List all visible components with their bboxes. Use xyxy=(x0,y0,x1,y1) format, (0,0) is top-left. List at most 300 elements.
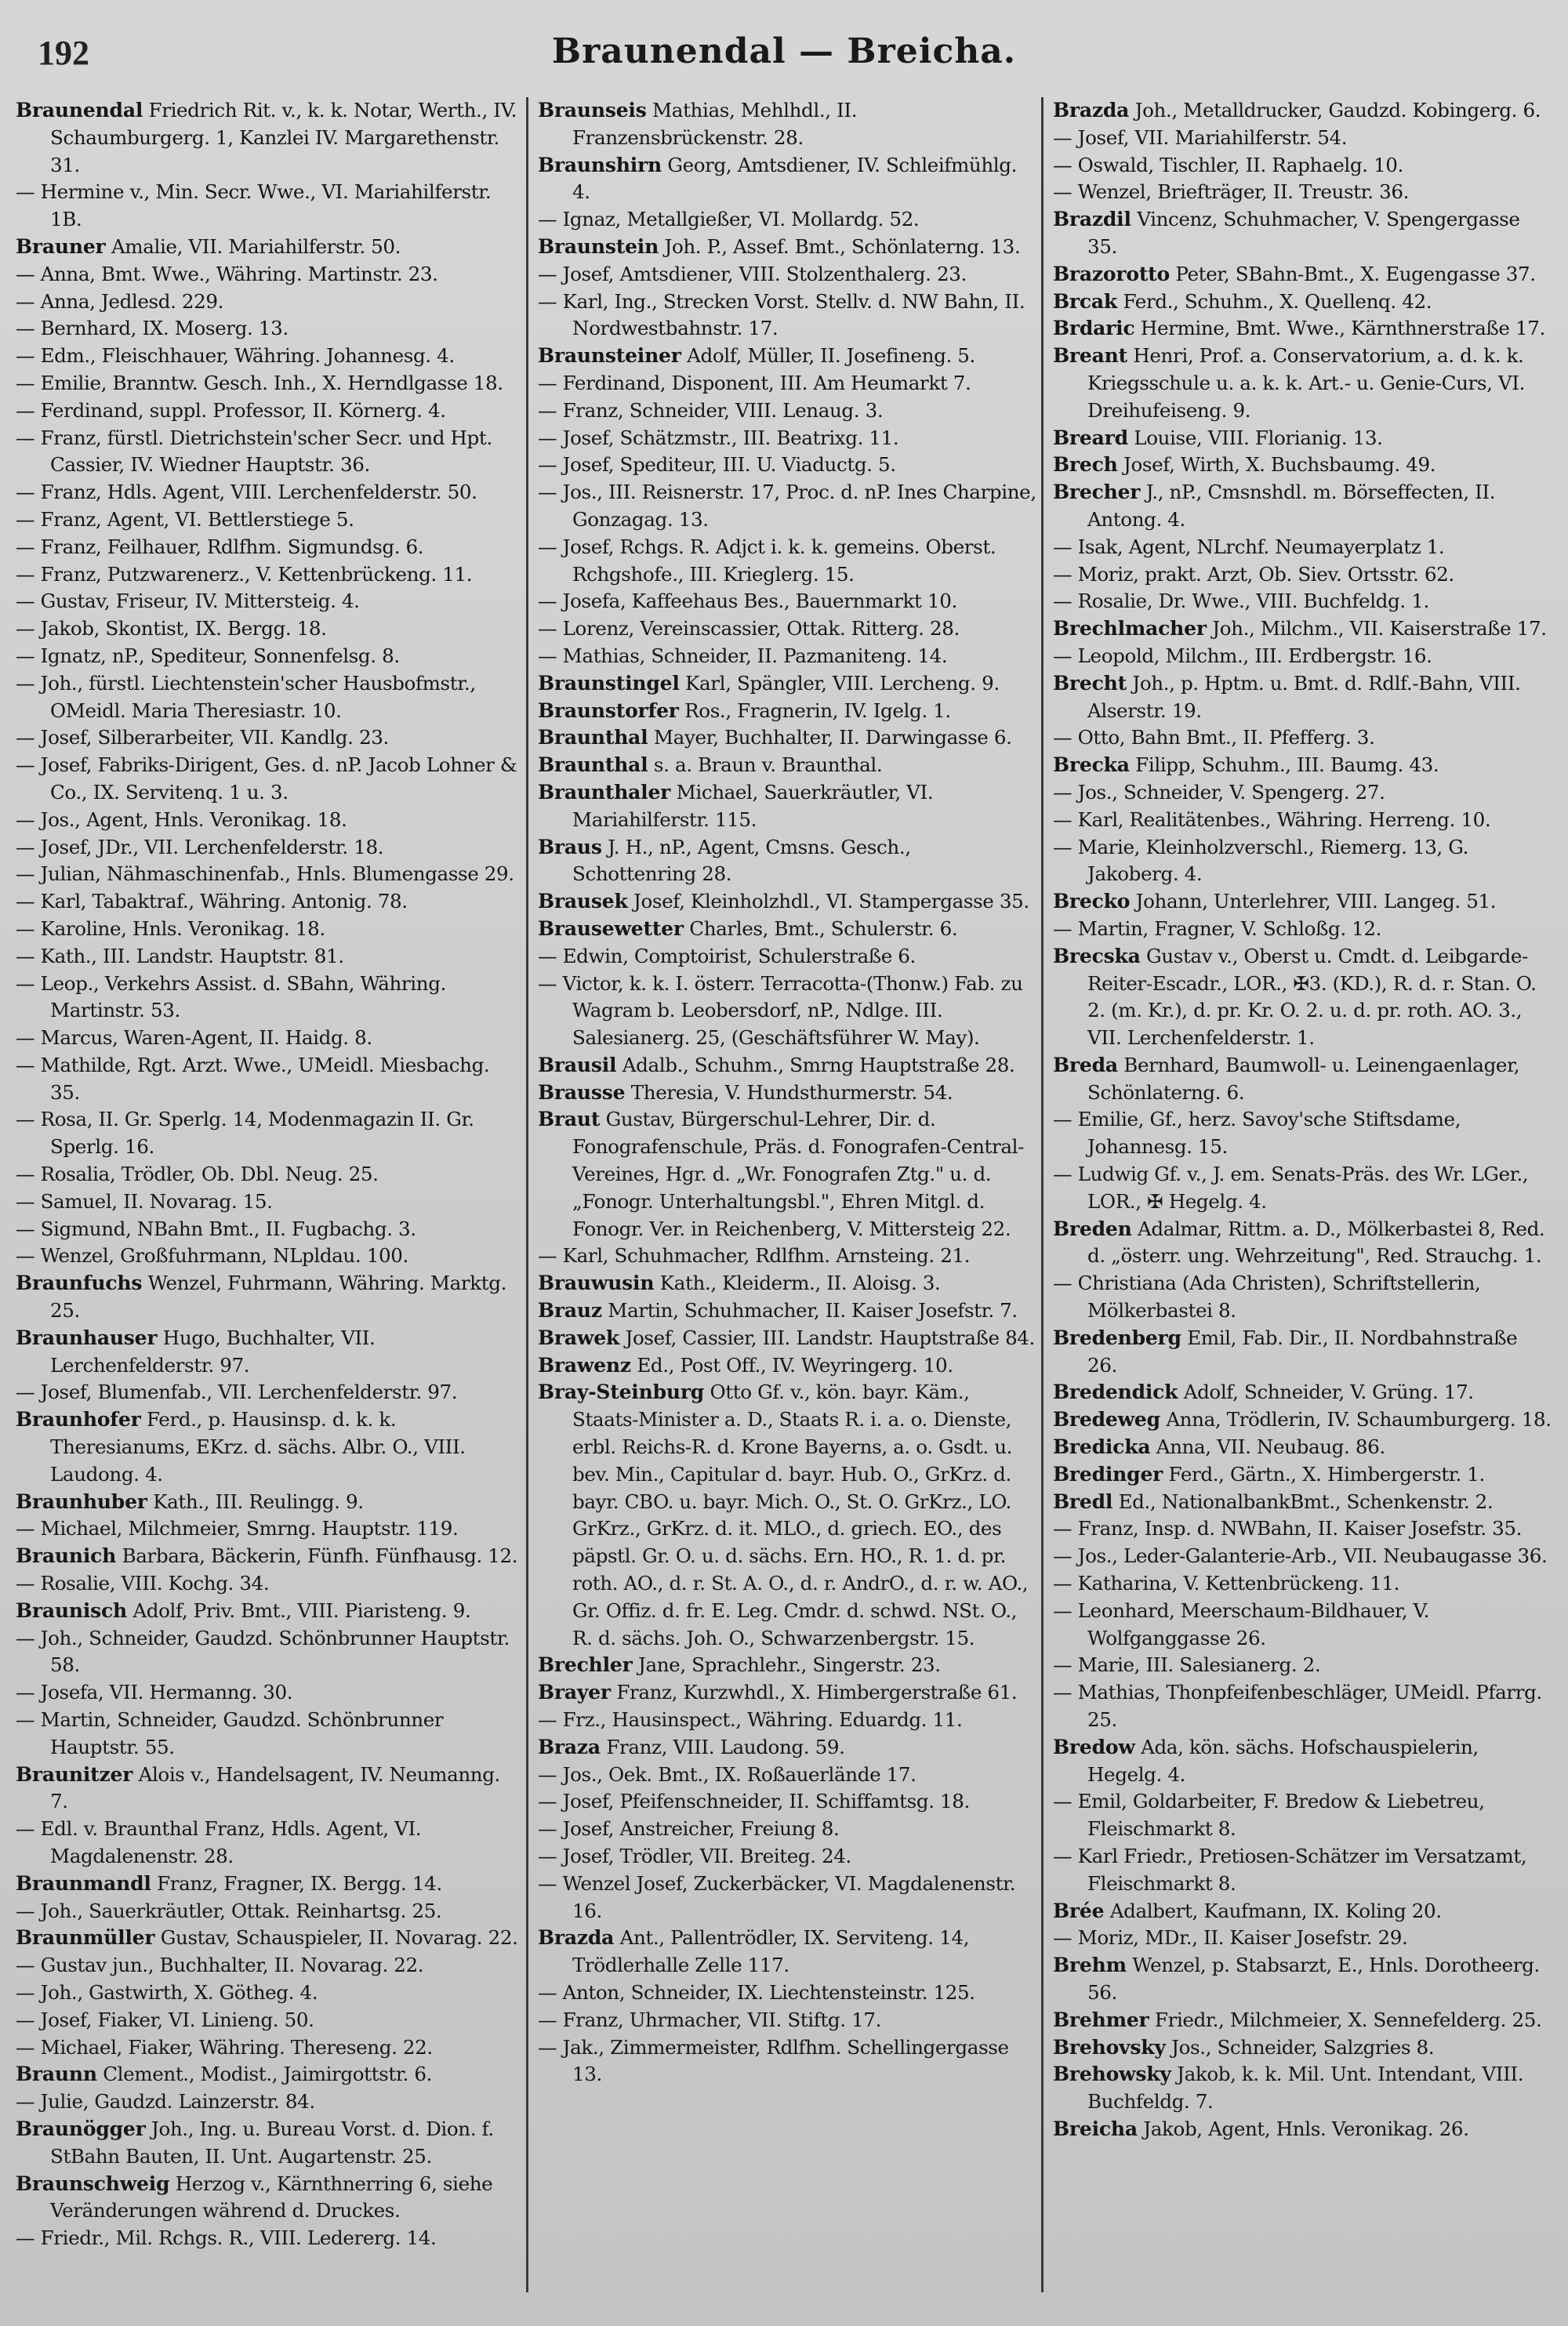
directory-entry xyxy=(1053,1952,1552,2007)
directory-entry xyxy=(1053,206,1552,261)
entry-text: — Ignaz, Metallgießer, VI. Mollardg. 52. xyxy=(538,208,920,231)
entry-text: — Leopold, Milchm., III. Erdbergstr. 16. xyxy=(1053,644,1432,667)
entry-text: Joh., Ing. u. Bureau Vorst. d. Dion. f. StBahn Bauten, II. Unt. Augartenstr. 25. xyxy=(50,2117,494,2168)
entry-text: Gustav, Bürgerschul-Lehrer, Dir. d. Fonografenschule, Präs. d. Fonografen-Central-Vereines, Hgr. d. „Wr. Fonografen Ztg." u. d. „Fonogr. Unterhaltungsbl.", Ehren Mitgl. d. Fonogr. Ver. in Reichenberg, V. Mittersteig 22. xyxy=(572,1108,1024,1240)
entry-text: — Josef, Pfeifenschneider, II. Schiffamtsg. 18. xyxy=(538,1790,970,1813)
entry-text: — Josef, VII. Mariahilferstr. 54. xyxy=(1053,125,1348,149)
directory-entry xyxy=(16,1106,521,1161)
directory-entry xyxy=(1053,1106,1552,1161)
directory-entry xyxy=(16,2088,521,2116)
entry-text: Amalie, VII. Mariahilferstr. 50. xyxy=(105,234,401,258)
entry-text: — Josefa, VII. Hermanng. 30. xyxy=(16,1681,293,1704)
entry-surname: Brecher xyxy=(1053,481,1141,504)
entry-text: — Mathias, Thonpfeifenbeschläger, UMeidl. Pfarrg. 25. xyxy=(1053,1681,1542,1732)
entry-text: — Anna, Bmt. Wwe., Währing. Martinstr. 23. xyxy=(16,262,438,285)
entry-text: — Kath., III. Landstr. Hauptstr. 81. xyxy=(16,944,344,967)
entry-text: — Josef, Trödler, VII. Breiteg. 24. xyxy=(538,1845,851,1867)
entry-text: — Josef, Spediteur, III. U. Viaductg. 5. xyxy=(538,453,896,477)
directory-entry xyxy=(1053,343,1552,424)
entry-text: — Christiana (Ada Christen), Schriftstellerin, Mölkerbastei 8. xyxy=(1053,1272,1481,1323)
directory-entry xyxy=(16,1979,521,2007)
entry-text: — Josef, Silberarbeiter, VII. Kandlg. 23. xyxy=(16,726,389,749)
entry-text: Otto Gf. v., kön. bayr. Käm., Staats-Minister a. D., Staats R. i. a. o. Dienste, erbl. Reichs-R. d. Krone Bayerns, a. o. Gsdt. u. bev. Min., Capitular d. bayr. Hub. O., GrKrz. d. bayr. CBO. u. bayr. Mich. O., St. O. GrKrz., LO. GrKrz., GrKrz. d. it. MLO., d. griech. EO., des päpstl. Gr. O. u. d. sächs. Ern. HO., R. 1. d. pr. roth. AO., d. r. St. A. O., d. r. AndrO., d. r. w. AO., Gr. Offiz. d. fr. E. Leg. Cmdr. d. schwd. NSt. O., R. d. sächs. Joh. O., Schwarzenbergstr. 15. xyxy=(572,1381,1029,1649)
entry-surname: Breant xyxy=(1053,344,1127,368)
entry-text: — Rosalia, Trödler, Ob. Dbl. Neug. 25. xyxy=(16,1163,379,1186)
entry-surname: Brecko xyxy=(1053,890,1131,913)
directory-entry xyxy=(16,506,521,534)
entry-text: — Moriz, MDr., II. Kaiser Josefstr. 29. xyxy=(1053,1926,1408,1950)
entry-surname: Bredicka xyxy=(1053,1435,1151,1459)
entry-surname: Brehowsky xyxy=(1053,2063,1171,2086)
entry-text: Adolf, Schneider, V. Grüng. 17. xyxy=(1178,1381,1474,1404)
entry-text: — Emilie, Branntw. Gesch. Inh., X. Herndlgasse 18. xyxy=(16,371,503,394)
directory-entry xyxy=(16,2225,521,2252)
directory-entry xyxy=(538,234,1036,261)
entry-text: Karl, Spängler, VIII. Lercheng. 9. xyxy=(679,671,1000,695)
entry-surname: Braunfuchs xyxy=(16,1272,143,1295)
entry-surname: Braus xyxy=(538,835,602,858)
entry-text: — Julie, Gaudzd. Lainzerstr. 84. xyxy=(16,2090,315,2114)
directory-entry xyxy=(1053,2061,1552,2116)
entry-text: Theresia, V. Hundsthurmerstr. 54. xyxy=(625,1080,953,1104)
directory-entry xyxy=(538,1734,1036,1762)
directory-entry xyxy=(538,2034,1036,2089)
entry-text: — Marie, III. Salesianerg. 2. xyxy=(1053,1653,1321,1677)
entry-text: — Karl, Ing., Strecken Vorst. Stellv. d. NW Bahn, II. Nordwestbahnstr. 17. xyxy=(538,289,1025,340)
entry-text: — Samuel, II. Novarag. 15. xyxy=(16,1189,273,1213)
directory-entry xyxy=(16,1543,521,1570)
directory-entry xyxy=(538,1297,1036,1325)
directory-entry xyxy=(16,752,521,807)
entry-surname: Brcak xyxy=(1053,289,1118,313)
directory-entry xyxy=(538,370,1036,397)
directory-entry xyxy=(1053,1406,1552,1434)
directory-entry xyxy=(538,834,1036,889)
directory-entry xyxy=(1053,479,1552,534)
entry-surname: Breicha xyxy=(1053,2117,1138,2140)
directory-entry xyxy=(538,752,1036,779)
directory-entry xyxy=(538,152,1036,207)
directory-entry xyxy=(1053,1570,1552,1598)
directory-entry xyxy=(16,861,521,888)
entry-text: Ros., Fragnerin, IV. Igelg. 1. xyxy=(678,699,951,722)
entry-text: Wenzel, p. Stabsarzt, E., Hnls. Dorotheerg. 56. xyxy=(1087,1954,1540,2004)
directory-entry xyxy=(538,779,1036,834)
directory-entry xyxy=(1053,670,1552,725)
directory-entry xyxy=(16,1216,521,1243)
directory-entry xyxy=(1053,916,1552,943)
entry-text: — Moriz, prakt. Arzt, Ob. Siev. Ortsstr. 62. xyxy=(1053,562,1454,586)
directory-entry xyxy=(538,397,1036,425)
entry-text: Ant., Pallentrödler, IX. Serviteng. 14, Trödlerhalle Zelle 117. xyxy=(572,1926,970,1977)
directory-entry xyxy=(16,1871,521,1898)
directory-entry xyxy=(1053,125,1552,152)
directory-entry xyxy=(1053,1270,1552,1325)
entry-surname: Braunendal xyxy=(16,99,143,122)
directory-entry xyxy=(16,1515,521,1543)
entry-surname: Brazorotto xyxy=(1053,262,1170,285)
directory-entry xyxy=(16,1598,521,1625)
directory-entry xyxy=(1053,752,1552,779)
entry-text: Adolf, Müller, II. Josefineng. 5. xyxy=(681,344,975,368)
directory-entry xyxy=(16,1925,521,1952)
directory-entry xyxy=(1053,315,1552,343)
directory-entry xyxy=(16,1489,521,1516)
entry-text: — Ignatz, nP., Spediteur, Sonnenfelsg. 8. xyxy=(16,644,400,667)
directory-entry xyxy=(16,971,521,1025)
directory-entry xyxy=(16,1325,521,1380)
entry-surname: Braunögger xyxy=(16,2117,146,2140)
directory-entry xyxy=(538,2007,1036,2034)
directory-entry xyxy=(16,2034,521,2062)
entry-text: Adolf, Priv. Bmt., VIII. Piaristeng. 9. xyxy=(127,1598,471,1622)
entry-text: — Mathilde, Rgt. Arzt. Wwe., UMeidl. Miesbachg. 35. xyxy=(16,1053,490,1104)
entry-surname: Brehovsky xyxy=(1053,2035,1166,2059)
entry-text: Adalb., Schuhm., Smrng Hauptstraße 28. xyxy=(616,1053,1015,1076)
directory-entry xyxy=(1053,534,1552,561)
directory-entry xyxy=(16,1052,521,1107)
entry-text: Friedr., Milchmeier, X. Sennefelderg. 25. xyxy=(1149,2008,1542,2031)
directory-entry xyxy=(16,1161,521,1188)
entry-text: — Jos., Agent, Hnls. Veronikag. 18. xyxy=(16,807,347,831)
entry-text: — Oswald, Tischler, II. Raphaelg. 10. xyxy=(1053,153,1403,176)
entry-text: Peter, SBahn-Bmt., X. Eugengasse 37. xyxy=(1170,262,1536,285)
directory-entry xyxy=(16,807,521,834)
directory-entry xyxy=(16,1379,521,1406)
entry-text: — Sigmund, NBahn Bmt., II. Fugbachg. 3. xyxy=(16,1217,416,1240)
directory-entry xyxy=(538,1106,1036,1243)
entry-surname: Brech xyxy=(1053,453,1118,477)
entry-text: Ferd., p. Hausinsp. d. k. k. Theresianums, EKrz. d. sächs. Albr. O., VIII. Laudong. 4. xyxy=(50,1408,466,1486)
entry-surname: Breda xyxy=(1053,1053,1118,1076)
directory-entry xyxy=(16,888,521,916)
entry-text: Hugo, Buchhalter, VII. Lerchenfelderstr. 97. xyxy=(50,1326,376,1377)
entry-text: J. H., nP., Agent, Cmsns. Gesch., Schottenring 28. xyxy=(572,835,911,886)
directory-entry xyxy=(1053,1216,1552,1271)
entry-text: Gustav v., Oberst u. Cmdt. d. Leibgarde-Reiter-Escadr., LOR., ✠3. (KD.), R. d. r. Stan. O. 2. (m. Kr.), d. pr. Kr. O. 2. u. d. pr. roth. AO. 3., VII. Lerchenfelderstr. 1. xyxy=(1087,944,1537,1050)
entry-surname: Brehm xyxy=(1053,1954,1127,1977)
entry-surname: Brausse xyxy=(538,1080,626,1104)
columns xyxy=(11,97,1557,2292)
column-2 xyxy=(526,97,1041,2292)
entry-text: — Wenzel, Großfuhrmann, NLpldau. 100. xyxy=(16,1244,408,1268)
column-1 xyxy=(11,97,526,2292)
directory-entry xyxy=(538,643,1036,670)
entry-text: Herzog v., Kärnthnerring 6, siehe Veränderungen während d. Druckes. xyxy=(50,2172,493,2223)
entry-text: Joh. P., Assef. Bmt., Schönlaterng. 13. xyxy=(659,234,1021,258)
entry-text: — Ferdinand, Disponent, III. Am Heumarkt 7. xyxy=(538,371,971,394)
entry-text: — Franz, Insp. d. NWBahn, II. Kaiser Josefstr. 35. xyxy=(1053,1517,1523,1540)
entry-surname: Brawek xyxy=(538,1326,620,1349)
directory-entry xyxy=(1053,2007,1552,2034)
directory-entry xyxy=(1053,1461,1552,1489)
directory-entry xyxy=(16,1025,521,1052)
entry-text: — Franz, fürstl. Dietrichstein'scher Secr. und Hpt. Cassier, IV. Wiedner Hauptstr. 36. xyxy=(16,426,492,477)
page-header xyxy=(11,31,1557,97)
entry-text: — Josef, Fabriks-Dirigent, Ges. d. nP. Jacob Lohner & Co., IX. Servitenq. 1 u. 3. xyxy=(16,753,517,804)
entry-text: — Leop., Verkehrs Assist. d. SBahn, Währing. Martinstr. 53. xyxy=(16,971,446,1022)
entry-text: Alois v., Handelsagent, IV. Neumanng. 7. xyxy=(50,1762,500,1813)
directory-entry xyxy=(1053,943,1552,1052)
directory-entry xyxy=(538,1707,1036,1734)
directory-entry xyxy=(16,1762,521,1816)
entry-text: Jane, Sprachlehr., Singerstr. 23. xyxy=(632,1653,941,1677)
directory-entry xyxy=(538,588,1036,615)
directory-entry xyxy=(16,916,521,943)
entry-surname: Braut xyxy=(538,1108,601,1131)
entry-text: — Karl, Schuhmacher, Rdlfhm. Arnsteing. 21. xyxy=(538,1244,971,1268)
directory-entry xyxy=(16,397,521,425)
entry-text: Adalbert, Kaufmann, IX. Koling 20. xyxy=(1104,1899,1442,1922)
entry-text: — Anton, Schneider, IX. Liechtensteinstr. 125. xyxy=(538,1980,975,2004)
directory-entry xyxy=(1053,1843,1552,1898)
entry-text: — Martin, Schneider, Gaudzd. Schönbrunner Hauptstr. 55. xyxy=(16,1708,444,1758)
entry-surname: Bredl xyxy=(1053,1490,1113,1513)
entry-text: — Friedr., Mil. Rchgs. R., VIII. Ledererg. 14. xyxy=(16,2226,437,2250)
entry-text: — Franz, Uhrmacher, VII. Stiftg. 17. xyxy=(538,2008,881,2031)
entry-surname: Brdaric xyxy=(1053,317,1135,340)
entry-surname: Bray-Steinburg xyxy=(538,1381,705,1404)
directory-entry xyxy=(16,288,521,316)
directory-entry xyxy=(538,1352,1036,1380)
entry-surname: Brechler xyxy=(538,1653,633,1677)
entry-text: Ada, kön. sächs. Hofschauspielerin, Hegelg. 4. xyxy=(1087,1735,1479,1786)
entry-text: Jos., Schneider, Salzgries 8. xyxy=(1165,2035,1435,2059)
directory-entry xyxy=(538,1243,1036,1270)
entry-text: — Michael, Fiaker, Währing. Thereseng. 22. xyxy=(16,2035,433,2059)
entry-text: — Emil, Goldarbeiter, F. Bredow & Liebetreu, Fleischmarkt 8. xyxy=(1053,1790,1485,1841)
entry-text: — Rosalie, VIII. Kochg. 34. xyxy=(16,1572,270,1595)
entry-surname: Braza xyxy=(538,1735,601,1758)
directory-entry xyxy=(16,1679,521,1707)
entry-surname: Brawenz xyxy=(538,1353,631,1377)
entry-surname: Braunstorfer xyxy=(538,699,679,722)
directory-entry xyxy=(1053,1898,1552,1925)
entry-text: — Jak., Zimmermeister, Rdlfhm. Schellingergasse 13. xyxy=(538,2035,1009,2086)
directory-entry xyxy=(1053,834,1552,889)
entry-text: — Julian, Nähmaschinenfab., Hnls. Blumengasse 29. xyxy=(16,862,514,886)
entry-text: — Josef, Amtsdiener, VIII. Stolzenthalerg. 23. xyxy=(538,262,967,285)
entry-surname: Braunhuber xyxy=(16,1490,147,1513)
directory-entry xyxy=(16,1406,521,1488)
entry-text: — Joh., Schneider, Gaudzd. Schönbrunner Hauptstr. 58. xyxy=(16,1626,510,1677)
entry-surname: Braunthal xyxy=(538,753,648,777)
directory-entry xyxy=(1053,1489,1552,1516)
entry-surname: Brazda xyxy=(538,1926,615,1950)
entry-text: Franz, VIII. Laudong. 59. xyxy=(600,1735,845,1758)
entry-text: — Jos., Oek. Bmt., IX. Roßauerlände 17. xyxy=(538,1762,916,1786)
entry-surname: Brazdil xyxy=(1053,208,1131,231)
directory-entry xyxy=(16,315,521,343)
directory-entry xyxy=(16,1898,521,1925)
entry-text: Mayer, Buchhalter, II. Darwingasse 6. xyxy=(648,726,1012,749)
entry-text: — Josef, Blumenfab., VII. Lerchenfelderstr. 97. xyxy=(16,1381,458,1404)
entry-text: Vincenz, Schuhmacher, V. Spengergasse 35. xyxy=(1087,208,1520,258)
directory-entry xyxy=(538,670,1036,698)
entry-text: — Edm., Fleischhauer, Währing. Johannesg. 4. xyxy=(16,344,455,368)
entry-text: Louise, VIII. Florianig. 13. xyxy=(1127,426,1383,449)
entry-surname: Bredenberg xyxy=(1053,1326,1181,1349)
directory-entry xyxy=(1053,643,1552,670)
entry-text: — Joh., fürstl. Liechtenstein'scher Hausbofmstr., OMeidl. Maria Theresiastr. 10. xyxy=(16,671,476,722)
directory-entry xyxy=(538,1816,1036,1843)
entry-text: Martin, Schuhmacher, II. Kaiser Josefstr. 7. xyxy=(601,1299,1018,1323)
directory-entry xyxy=(16,343,521,370)
entry-text: — Bernhard, IX. Moserg. 13. xyxy=(16,317,289,340)
directory-entry xyxy=(538,479,1036,534)
entry-surname: Braunseis xyxy=(538,99,647,122)
entry-surname: Braunn xyxy=(16,2063,97,2086)
entry-text: — Martin, Fragner, V. Schloßg. 12. xyxy=(1053,916,1382,940)
entry-text: — Jos., Leder-Galanterie-Arb., VII. Neubaugasse 36. xyxy=(1053,1544,1548,1568)
entry-surname: Brecka xyxy=(1053,753,1130,777)
entry-surname: Braunmandl xyxy=(16,1871,151,1895)
directory-entry xyxy=(538,724,1036,752)
directory-entry xyxy=(538,1925,1036,1979)
entry-text: — Josef, Rchgs. R. Adjct i. k. k. gemeins. Oberst. Rchgshofe., III. Krieglerg. 15. xyxy=(538,535,996,586)
entry-text: — Wenzel Josef, Zuckerbäcker, VI. Magdalenenstr. 16. xyxy=(538,1871,1016,1922)
entry-text: Gustav, Schauspieler, II. Novarag. 22. xyxy=(154,1926,518,1950)
directory-entry xyxy=(16,1952,521,1979)
entry-surname: Braunhauser xyxy=(16,1326,158,1349)
entry-text: — Jos., Schneider, V. Spengerg. 27. xyxy=(1053,780,1385,804)
directory-entry xyxy=(16,1816,521,1871)
directory-entry xyxy=(16,2116,521,2171)
directory-entry xyxy=(1053,1379,1552,1406)
entry-surname: Brauner xyxy=(16,234,106,258)
entry-surname: Braunschweig xyxy=(16,2172,170,2195)
entry-surname: Breard xyxy=(1053,426,1128,449)
directory-entry xyxy=(1053,2116,1552,2143)
directory-entry xyxy=(538,1080,1036,1107)
directory-entry xyxy=(1053,1161,1552,1216)
column-3 xyxy=(1041,97,1556,2292)
entry-text: — Josef, JDr., VII. Lerchenfelderstr. 18. xyxy=(16,835,384,858)
entry-text: s. a. Braun v. Braunthal. xyxy=(648,753,883,777)
directory-entry xyxy=(1053,1325,1552,1380)
entry-surname: Brecska xyxy=(1053,944,1141,967)
directory-entry xyxy=(1053,152,1552,180)
entry-text: — Anna, Jedlesd. 229. xyxy=(16,289,224,313)
directory-entry xyxy=(538,1379,1036,1652)
entry-surname: Bredow xyxy=(1053,1735,1135,1758)
entry-text: — Marcus, Waren-Agent, II. Haidg. 8. xyxy=(16,1026,372,1050)
directory-entry xyxy=(1053,779,1552,807)
directory-entry xyxy=(16,261,521,288)
directory-entry xyxy=(538,534,1036,589)
directory-entry xyxy=(16,1625,521,1680)
directory-entry xyxy=(16,943,521,971)
directory-entry xyxy=(538,97,1036,152)
entry-text: — Josef, Anstreicher, Freiung 8. xyxy=(538,1817,840,1841)
entry-text: — Jos., III. Reisnerstr. 17, Proc. d. nP. Ines Charpine, Gonzagag. 13. xyxy=(538,481,1036,531)
entry-surname: Brayer xyxy=(538,1681,611,1704)
directory-entry xyxy=(1053,2034,1552,2062)
directory-entry xyxy=(1053,452,1552,479)
entry-surname: Braunshirn xyxy=(538,153,662,176)
directory-entry xyxy=(1053,1788,1552,1843)
entry-surname: Braunthaler xyxy=(538,780,671,804)
directory-entry xyxy=(538,1325,1036,1352)
entry-text: Mathias, Mehlhdl., II. Franzensbrückenstr. 28. xyxy=(572,99,858,149)
directory-entry xyxy=(1053,615,1552,643)
entry-text: Joh., p. Hptm. u. Bmt. d. Rdlf.-Bahn, VIII. Alserstr. 19. xyxy=(1087,671,1521,722)
entry-text: Johann, Unterlehrer, VIII. Langeg. 51. xyxy=(1130,890,1497,913)
entry-surname: Braunisch xyxy=(16,1598,128,1622)
directory-entry xyxy=(16,234,521,261)
directory-entry xyxy=(538,288,1036,343)
entry-text: — Gustav jun., Buchhalter, II. Novarag. 22. xyxy=(16,1954,424,1977)
entry-surname: Bredinger xyxy=(1053,1462,1163,1486)
entry-text: — Josef, Schätzmstr., III. Beatrixg. 11. xyxy=(538,426,899,449)
directory-entry xyxy=(538,888,1036,916)
directory-entry xyxy=(16,2171,521,2226)
directory-entry xyxy=(538,1843,1036,1871)
entry-text: Ed., NationalbankBmt., Schenkenstr. 2. xyxy=(1112,1490,1494,1513)
entry-text: J., nP., Cmsnshdl. m. Börseffecten, II. Antong. 4. xyxy=(1087,481,1496,531)
entry-text: — Ferdinand, suppl. Professor, II. Körnerg. 4. xyxy=(16,398,446,422)
entry-text: — Emilie, Gf., herz. Savoy'sche Stiftsdame, Johannesg. 15. xyxy=(1053,1108,1461,1159)
entry-surname: Brausil xyxy=(538,1053,617,1076)
directory-entry xyxy=(1053,97,1552,125)
entry-text: — Franz, Feilhauer, Rdlfhm. Sigmundsg. 6. xyxy=(16,535,424,558)
directory-entry xyxy=(1053,588,1552,615)
entry-surname: Braunstingel xyxy=(538,671,680,695)
directory-entry xyxy=(538,698,1036,725)
directory-entry xyxy=(16,1188,521,1216)
directory-entry xyxy=(1053,1652,1552,1679)
directory-entry xyxy=(16,2007,521,2034)
directory-entry xyxy=(1053,1734,1552,1789)
entry-surname: Brechlmacher xyxy=(1053,617,1207,640)
entry-surname: Bredendick xyxy=(1053,1381,1178,1404)
entry-surname: Braunmüller xyxy=(16,1926,155,1950)
directory-entry xyxy=(1053,1543,1552,1570)
entry-text: — Victor, k. k. I. österr. Terracotta-(Thonw.) Fab. zu Wagram b. Leobersdorf, nP., Ndlge. III. Salesianerg. 25, (Geschäftsführer W. May). xyxy=(538,971,1023,1050)
directory-entry xyxy=(16,370,521,397)
directory-entry xyxy=(1053,724,1552,752)
entry-surname: Braunthal xyxy=(538,726,648,749)
directory-entry xyxy=(538,1052,1036,1080)
entry-text: Hermine, Bmt. Wwe., Kärnthnerstraße 17. xyxy=(1134,317,1545,340)
directory-entry xyxy=(538,343,1036,370)
directory-entry xyxy=(16,670,521,725)
entry-text: Franz, Kurzwhdl., X. Himbergerstraße 61. xyxy=(610,1681,1018,1704)
entry-text: — Edwin, Comptoirist, Schulerstraße 6. xyxy=(538,944,916,967)
entry-text: Anna, Trödlerin, IV. Schaumburgerg. 18. xyxy=(1160,1408,1552,1432)
directory-entry xyxy=(1053,1052,1552,1107)
entry-surname: Braunsteiner xyxy=(538,344,681,368)
page-number: 192 xyxy=(38,34,89,72)
entry-text: Friedrich Rit. v., k. k. Notar, Werth., IV. Schaumburgerg. 1, Kanzlei IV. Margarethenstr. 31. xyxy=(50,99,517,176)
entry-text: — Joh., Gastwirth, X. Götheg. 4. xyxy=(16,1980,318,2004)
directory-entry xyxy=(538,943,1036,971)
entry-surname: Brazda xyxy=(1053,99,1130,122)
directory-entry xyxy=(1053,261,1552,288)
directory-entry xyxy=(538,1652,1036,1679)
directory-entry xyxy=(1053,1598,1552,1653)
entry-text: Joh., Milchm., VII. Kaiserstraße 17. xyxy=(1206,617,1547,640)
entry-text: Filipp, Schuhm., III. Baumg. 43. xyxy=(1129,753,1439,777)
entry-text: — Karl, Realitätenbes., Währing. Herreng. 10. xyxy=(1053,807,1491,831)
entry-text: — Josef, Fiaker, VI. Linieng. 50. xyxy=(16,2008,314,2031)
directory-entry xyxy=(16,479,521,506)
directory-entry xyxy=(538,206,1036,234)
entry-text: — Edl. v. Braunthal Franz, Hdls. Agent, VI. Magdalenenstr. 28. xyxy=(16,1817,422,1867)
entry-surname: Brecht xyxy=(1053,671,1127,695)
entry-text: — Katharina, V. Kettenbrückeng. 11. xyxy=(1053,1572,1400,1595)
entry-text: Barbara, Bäckerin, Fünfh. Fünfhausg. 12. xyxy=(116,1544,518,1568)
